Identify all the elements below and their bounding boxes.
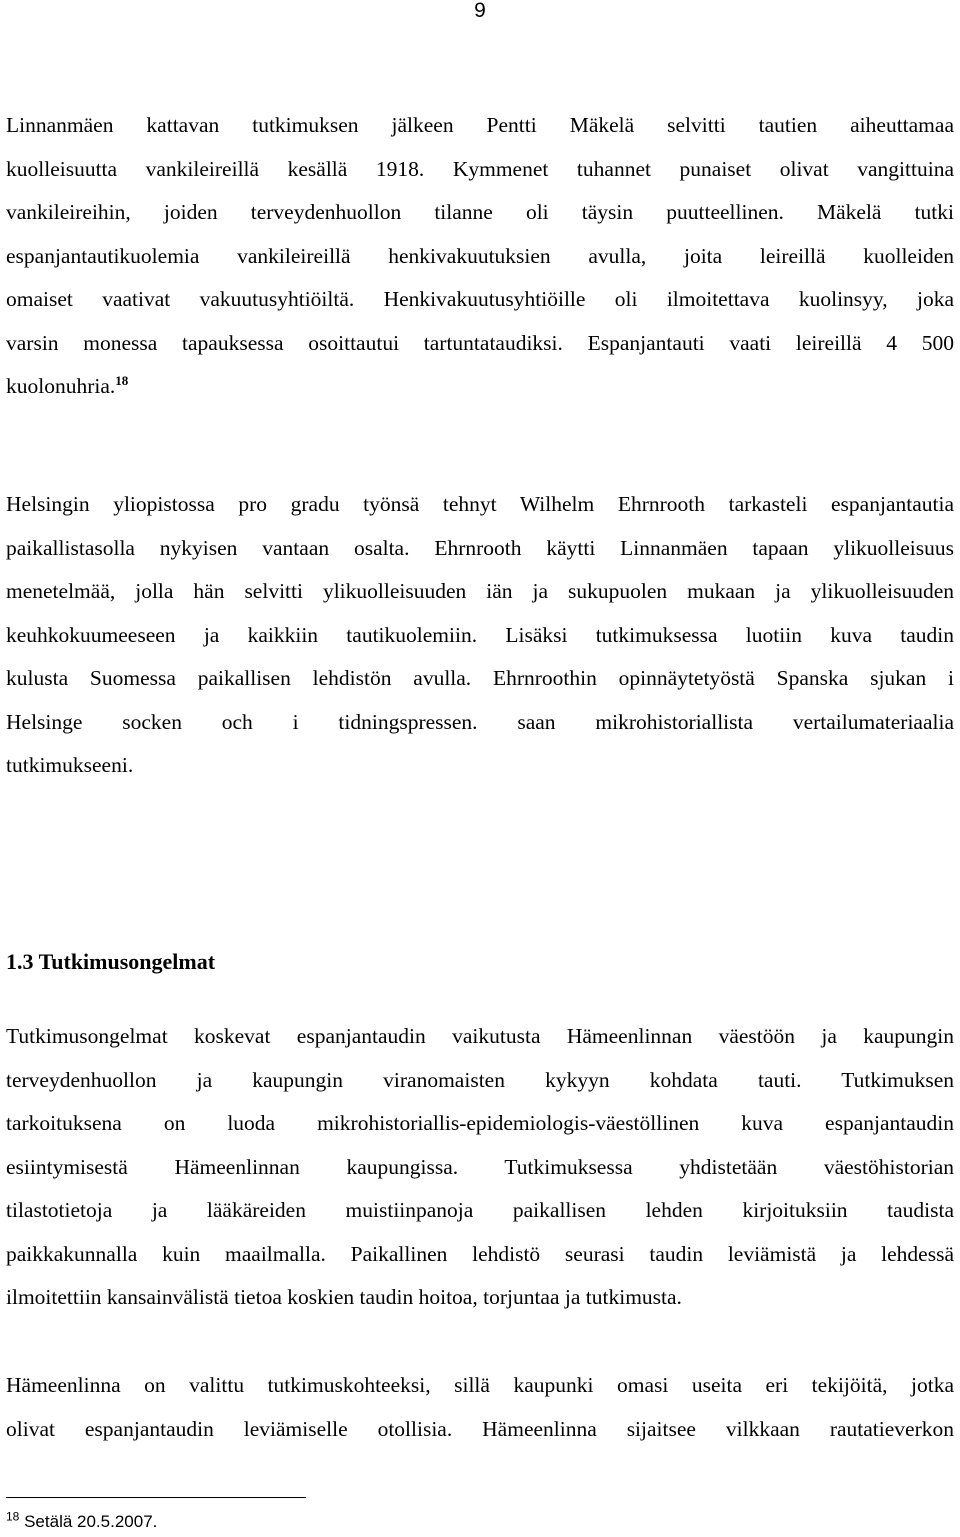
paragraph-line: terveydenhuollon ja kaupungin viranomaisten kykyyn kohdata tauti. Tutkimuksen bbox=[6, 1067, 954, 1092]
paragraph-line: tarkoituksena on luoda mikrohistoriallis-epidemiologis-väestöllinen kuva espanjantaudin bbox=[6, 1111, 954, 1135]
footnote-separator bbox=[6, 1497, 306, 1498]
paragraph-line: omaiset vaativat vakuutusyhtiöiltä. Henkivakuutusyhtiöille oli ilmoitettava kuolinsyy, joka bbox=[6, 287, 954, 311]
paragraph-line: ilmoitettiin kansainvälistä tietoa koskien taudin hoitoa, torjuntaa ja tutkimusta. bbox=[6, 1285, 682, 1309]
paragraph-line: Tutkimusongelmat koskevat espanjantaudin vaikutusta Hämeenlinnan väestöön ja kaupungin bbox=[6, 1024, 954, 1048]
paragraph-line: Linnanmäen kattavan tutkimuksen jälkeen Pentti Mäkelä selvitti tautien aiheuttamaa bbox=[6, 113, 954, 137]
paragraph-line: Helsingin yliopistossa pro gradu työnsä tehnyt Wilhelm Ehrnrooth tarkasteli espanjantautia bbox=[6, 492, 954, 516]
paragraph-line: tilastotietoja ja lääkäreiden muistiinpanoja paikallisen lehden kirjoituksiin taudista bbox=[6, 1198, 954, 1222]
paragraph-line: varsin monessa tapauksessa osoittautui tartuntataudiksi. Espanjantauti vaati leireillä 4 500 bbox=[6, 330, 954, 355]
paragraph-line: esiintymisestä Hämeenlinnan kaupungissa. Tutkimuksessa yhdistetään väestöhistorian bbox=[6, 1154, 954, 1179]
paragraph-line: paikallistasolla nykyisen vantaan osalta. Ehrnrooth käytti Linnanmäen tapaan ylikuolleisuus bbox=[6, 535, 954, 560]
paragraph-line: tutkimukseeni. bbox=[6, 753, 134, 777]
paragraph-line: kulusta Suomessa paikallisen lehdistön avulla. Ehrnroothin opinnäytetyöstä Spanska sjukan i bbox=[6, 666, 954, 690]
paragraph-line-text: kuolonuhria. bbox=[6, 374, 116, 398]
footnote-reference[interactable]: 18 bbox=[115, 372, 129, 388]
paragraph-last-line bbox=[6, 365, 954, 409]
page-number: 9 bbox=[474, 0, 486, 22]
paragraph-line: olivat espanjantaudin leviämiselle otollisia. Hämeenlinna sijaitsee vilkkaan rautatieverkon bbox=[6, 1416, 954, 1441]
section-heading: 1.3 Tutkimusongelmat bbox=[6, 949, 216, 974]
paragraph-line: espanjantautikuolemia vankileireillä henkivakuutuksien avulla, joita leireillä kuolleiden bbox=[6, 243, 954, 268]
paragraph-3 bbox=[6, 1015, 954, 1320]
paragraph-line: keuhkokuumeeseen ja kaikkiin tautikuolemiin. Lisäksi tutkimuksessa luotiin kuva taudin bbox=[6, 622, 954, 647]
paragraph-line: vankileireihin, joiden terveydenhuollon tilanne oli täysin puutteellinen. Mäkelä tutki bbox=[6, 200, 954, 224]
footnote-number: 18 bbox=[6, 1509, 20, 1524]
footnote-text: Setälä 20.5.2007. bbox=[24, 1512, 158, 1531]
paragraph-4 bbox=[6, 1364, 954, 1451]
paragraph-1 bbox=[6, 104, 954, 409]
paragraph-2 bbox=[6, 483, 954, 788]
paragraph-line: paikkakunnalla kuin maailmalla. Paikallinen lehdistö seurasi taudin leviämistä ja lehdessä bbox=[6, 1241, 954, 1266]
paragraph-line: menetelmää, jolla hän selvitti ylikuolleisuuden iän ja sukupuolen mukaan ja ylikuolleisuuden bbox=[6, 579, 954, 603]
paragraph-line: Hämeenlinna on valittu tutkimuskohteeksi, sillä kaupunki omasi useita eri tekijöitä, jotka bbox=[6, 1373, 954, 1397]
paragraph-line: Helsinge socken och i tidningspressen. saan mikrohistoriallista vertailumateriaalia bbox=[6, 709, 954, 734]
footnote bbox=[6, 1510, 157, 1534]
paragraph-line: kuolleisuutta vankileireillä kesällä 1918. Kymmenet tuhannet punaiset olivat vangittuina bbox=[6, 156, 954, 181]
